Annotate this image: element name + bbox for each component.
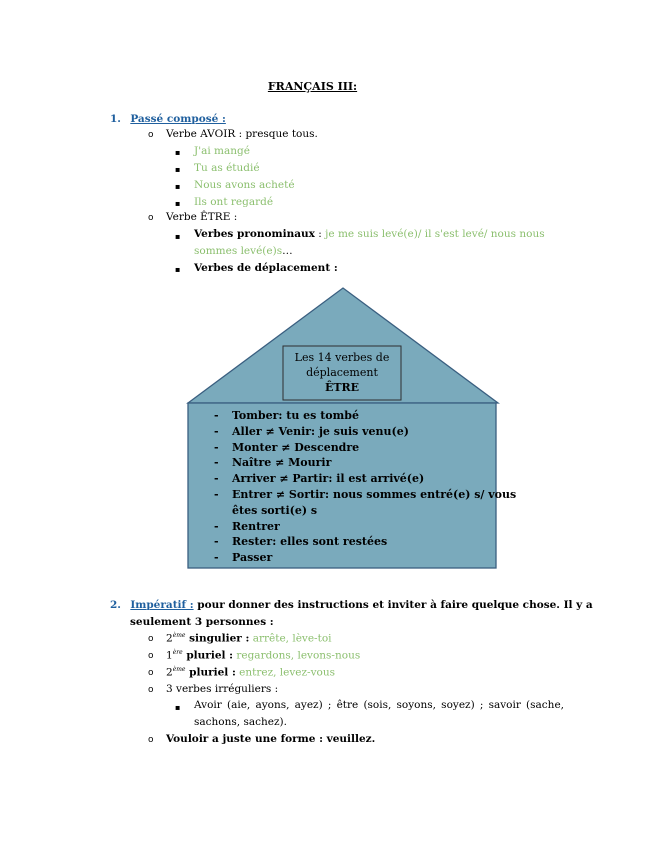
roof-title-line-1: Les 14 verbes de — [294, 351, 390, 364]
avoir-example: J'ai mangé — [194, 145, 250, 157]
avoir-example: Nous avons acheté — [194, 179, 295, 191]
section-2-title: Impératif : — [130, 599, 194, 611]
verb-list-text: Entrer ≠ Sortir: nous sommes entré(e) s/ vous — [232, 487, 517, 501]
dash-bullet: - — [214, 487, 219, 501]
pronominaux-label: Verbes pronominaux — [194, 228, 315, 240]
verb-list-item — [214, 503, 516, 519]
verb-list-item — [214, 424, 516, 440]
dash-bullet: - — [214, 424, 219, 438]
verb-list-text: Rester: elles sont restées — [232, 535, 388, 549]
pronominaux-examples-2: sommes levé(e)s — [194, 245, 283, 257]
verb-list-item — [214, 534, 516, 550]
section-2-number: 2. — [110, 599, 121, 611]
pronominaux-examples: je me suis levé(e)/ il s'est levé/ nous nous — [325, 228, 545, 240]
verb-list-text: Rentrer — [232, 519, 280, 533]
bullet-circle: o — [148, 130, 154, 140]
verb-list — [214, 408, 516, 566]
irreguliers-line-2: sachons, sachez). — [194, 716, 287, 728]
person-sup: ème — [172, 632, 186, 639]
dash-bullet: - — [214, 409, 219, 422]
irreguliers-label: 3 verbes irréguliers : — [166, 683, 279, 695]
person-item — [166, 666, 335, 679]
bullet-circle: o — [148, 213, 154, 223]
person-sup: ère — [172, 649, 183, 656]
person-example: regardons, levons-nous — [233, 649, 361, 662]
roof-title-line-2: déplacement — [306, 366, 378, 379]
dash-bullet: - — [214, 535, 219, 549]
square-bullet-icon: ▪ — [175, 265, 181, 274]
square-bullet-icon: ▪ — [175, 199, 181, 208]
person-number: 2 — [166, 632, 173, 645]
person-label: pluriel : — [185, 666, 236, 679]
verb-list-text: Tomber: tu es tombé — [232, 409, 359, 422]
section-2-intro-2: seulement 3 personnes : — [130, 616, 274, 628]
dash-bullet: - — [214, 440, 219, 454]
person-item — [166, 632, 332, 645]
dash-bullet — [214, 503, 232, 519]
pronominaux-sep: : — [314, 228, 326, 240]
person-sup: ème — [172, 666, 186, 673]
roof-title-line-3: ÊTRE — [324, 381, 360, 394]
square-bullet-icon: ▪ — [175, 165, 181, 174]
square-bullet-icon: ▪ — [175, 232, 181, 241]
avoir-example: Ils ont regardé — [194, 196, 274, 208]
avoir-example: Tu as étudié — [194, 162, 260, 174]
bullet-circle: o — [148, 735, 154, 745]
bullet-circle: o — [148, 685, 154, 695]
page-title: FRANÇAIS III: — [267, 80, 358, 93]
irreguliers-line-1: Avoir (aie, ayons, ayez) ; être (sois, soyons, soyez) ; savoir (sache, — [194, 699, 564, 711]
person-item — [166, 649, 360, 662]
bullet-circle: o — [148, 651, 154, 661]
vouloir-line: Vouloir a juste une forme : veuillez. — [166, 733, 376, 745]
verb-list-text: Monter ≠ Descendre — [232, 440, 360, 454]
avoir-rest: : presque tous. — [235, 128, 318, 140]
deplacement-label: Verbes de déplacement : — [194, 262, 338, 274]
verb-list-item — [214, 550, 516, 566]
verb-list-text: Naître ≠ Mourir — [232, 456, 332, 470]
section-2-intro: pour donner des instructions et inviter à faire quelque chose. Il y a — [193, 599, 593, 611]
verb-list-text: êtes sorti(e) s — [232, 503, 318, 517]
person-example: entrez, levez-vous — [235, 666, 336, 679]
bullet-circle: o — [148, 668, 154, 678]
person-label: pluriel : — [182, 649, 234, 662]
dash-bullet: - — [214, 551, 219, 565]
verb-list-item — [214, 440, 516, 456]
dash-bullet: - — [214, 472, 219, 486]
section-1-number: 1. — [110, 113, 121, 125]
verb-list-item — [214, 471, 516, 487]
dash-bullet: - — [214, 456, 219, 470]
section-1-title: Passé composé : — [130, 113, 226, 125]
person-number: 1 — [166, 649, 173, 662]
avoir-label: Verbe AVOIR — [166, 128, 236, 140]
verb-list-text: Passer — [232, 551, 273, 565]
verb-list-item — [214, 519, 516, 535]
square-bullet-icon: ▪ — [175, 703, 181, 712]
section-2-heading — [110, 599, 593, 611]
verb-list-item — [214, 455, 516, 471]
square-bullet-icon: ▪ — [175, 182, 181, 191]
bullet-circle: o — [148, 634, 154, 644]
person-number: 2 — [166, 666, 173, 679]
etre-label: Verbe ÊTRE : — [166, 211, 238, 223]
square-bullet-icon: ▪ — [175, 148, 181, 157]
verb-list-text: Arriver ≠ Partir: il est arrivé(e) — [232, 472, 425, 486]
dash-bullet: - — [214, 519, 219, 533]
verb-list-text: Aller ≠ Venir: je suis venu(e) — [232, 424, 409, 438]
person-label: singulier : — [185, 632, 250, 645]
roof-title — [283, 350, 401, 395]
verb-list-item — [214, 487, 516, 503]
pronominaux-tail: … — [282, 245, 293, 257]
person-example: arrête, lève-toi — [249, 632, 332, 645]
verb-list-item — [214, 408, 516, 424]
